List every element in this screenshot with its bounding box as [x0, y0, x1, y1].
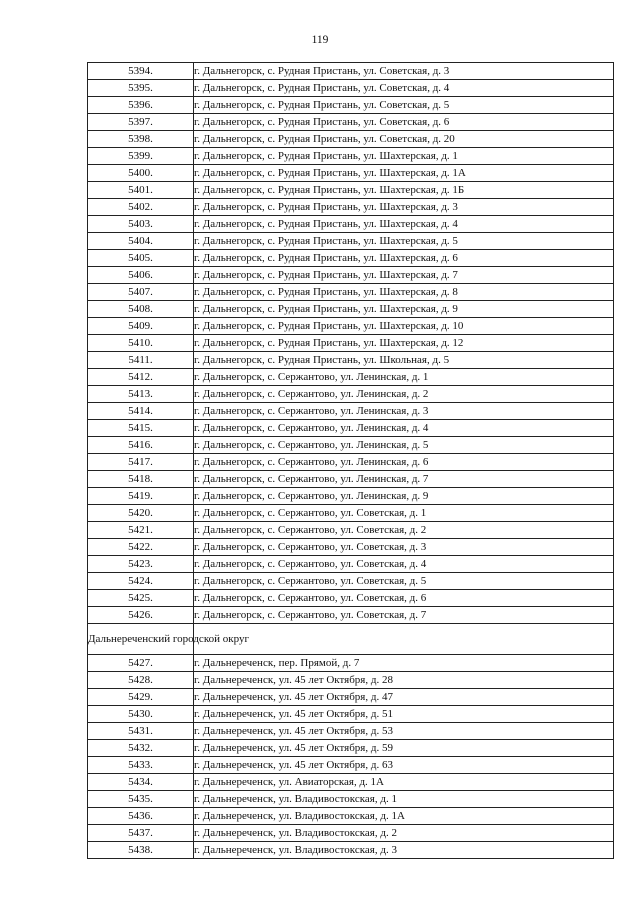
- row-number: 5410.: [88, 335, 194, 352]
- row-number: 5398.: [88, 131, 194, 148]
- table-row: [88, 420, 614, 437]
- row-number: 5433.: [88, 757, 194, 774]
- row-number: 5420.: [88, 505, 194, 522]
- row-number: 5402.: [88, 199, 194, 216]
- table-row: [88, 335, 614, 352]
- row-number: 5399.: [88, 148, 194, 165]
- address-table: [87, 62, 614, 859]
- table-row: [88, 352, 614, 369]
- row-number: 5414.: [88, 403, 194, 420]
- table-row: [88, 471, 614, 488]
- address-cell: г. Дальнереченск, пер. Прямой, д. 7: [194, 655, 614, 672]
- address-cell: г. Дальнереченск, ул. 45 лет Октября, д. 59: [194, 740, 614, 757]
- table-row: [88, 80, 614, 97]
- address-cell: г. Дальнегорск, с. Рудная Пристань, ул. Шахтерская, д. 6: [194, 250, 614, 267]
- table-row: [88, 182, 614, 199]
- address-cell: г. Дальнегорск, с. Сержантово, ул. Ленинская, д. 1: [194, 369, 614, 386]
- address-cell: г. Дальнегорск, с. Сержантово, ул. Советская, д. 2: [194, 522, 614, 539]
- address-cell: г. Дальнегорск, с. Сержантово, ул. Ленинская, д. 3: [194, 403, 614, 420]
- address-cell: г. Дальнегорск, с. Рудная Пристань, ул. Шахтерская, д. 1Б: [194, 182, 614, 199]
- row-number: 5413.: [88, 386, 194, 403]
- address-cell: г. Дальнереченск, ул. 45 лет Октября, д. 28: [194, 672, 614, 689]
- table-row: [88, 539, 614, 556]
- row-number: 5396.: [88, 97, 194, 114]
- address-cell: г. Дальнереченск, ул. 45 лет Октября, д. 47: [194, 689, 614, 706]
- row-number: 5435.: [88, 791, 194, 808]
- row-number: 5415.: [88, 420, 194, 437]
- address-table-body: [88, 63, 614, 859]
- table-row: [88, 267, 614, 284]
- row-number: 5412.: [88, 369, 194, 386]
- address-cell: г. Дальнегорск, с. Рудная Пристань, ул. Шахтерская, д. 1: [194, 148, 614, 165]
- address-cell: г. Дальнегорск, с. Сержантово, ул. Ленинская, д. 5: [194, 437, 614, 454]
- row-number: 5418.: [88, 471, 194, 488]
- address-cell: г. Дальнегорск, с. Рудная Пристань, ул. Шахтерская, д. 10: [194, 318, 614, 335]
- row-number: 5421.: [88, 522, 194, 539]
- address-cell: г. Дальнереченск, ул. Авиаторская, д. 1А: [194, 774, 614, 791]
- table-row: [88, 386, 614, 403]
- table-row: [88, 199, 614, 216]
- address-cell: г. Дальнегорск, с. Рудная Пристань, ул. Советская, д. 5: [194, 97, 614, 114]
- row-number: 5427.: [88, 655, 194, 672]
- table-row: [88, 689, 614, 706]
- table-row: [88, 148, 614, 165]
- table-row: [88, 522, 614, 539]
- row-number: 5416.: [88, 437, 194, 454]
- table-row: [88, 216, 614, 233]
- row-number: 5428.: [88, 672, 194, 689]
- table-row: [88, 672, 614, 689]
- address-cell: г. Дальнегорск, с. Сержантово, ул. Советская, д. 4: [194, 556, 614, 573]
- row-number: 5407.: [88, 284, 194, 301]
- address-cell: г. Дальнегорск, с. Сержантово, ул. Советская, д. 1: [194, 505, 614, 522]
- section-label: Дальнереченский городской округ: [88, 624, 194, 655]
- row-number: 5422.: [88, 539, 194, 556]
- table-row: [88, 165, 614, 182]
- row-number: 5400.: [88, 165, 194, 182]
- address-cell: г. Дальнереченск, ул. Владивостокская, д. 1А: [194, 808, 614, 825]
- address-cell: г. Дальнереченск, ул. 45 лет Октября, д. 51: [194, 706, 614, 723]
- section-empty-cell: [194, 624, 614, 655]
- table-row: [88, 114, 614, 131]
- table-row: [88, 556, 614, 573]
- row-number: 5437.: [88, 825, 194, 842]
- table-row: [88, 590, 614, 607]
- row-number: 5419.: [88, 488, 194, 505]
- table-row: [88, 250, 614, 267]
- address-cell: г. Дальнегорск, с. Рудная Пристань, ул. Шахтерская, д. 12: [194, 335, 614, 352]
- address-cell: г. Дальнегорск, с. Рудная Пристань, ул. Советская, д. 3: [194, 63, 614, 80]
- table-row: [88, 284, 614, 301]
- address-cell: г. Дальнегорск, с. Рудная Пристань, ул. Шахтерская, д. 9: [194, 301, 614, 318]
- address-cell: г. Дальнегорск, с. Сержантово, ул. Ленинская, д. 2: [194, 386, 614, 403]
- row-number: 5408.: [88, 301, 194, 318]
- address-cell: г. Дальнегорск, с. Рудная Пристань, ул. Шахтерская, д. 4: [194, 216, 614, 233]
- address-cell: г. Дальнегорск, с. Рудная Пристань, ул. Советская, д. 20: [194, 131, 614, 148]
- table-row: [88, 573, 614, 590]
- table-row: [88, 740, 614, 757]
- address-cell: г. Дальнегорск, с. Сержантово, ул. Ленинская, д. 9: [194, 488, 614, 505]
- address-cell: г. Дальнегорск, с. Сержантово, ул. Ленинская, д. 7: [194, 471, 614, 488]
- address-cell: г. Дальнереченск, ул. 45 лет Октября, д. 63: [194, 757, 614, 774]
- address-cell: г. Дальнереченск, ул. Владивостокская, д. 1: [194, 791, 614, 808]
- table-row: [88, 825, 614, 842]
- row-number: 5436.: [88, 808, 194, 825]
- address-cell: г. Дальнегорск, с. Сержантово, ул. Ленинская, д. 4: [194, 420, 614, 437]
- address-cell: г. Дальнегорск, с. Рудная Пристань, ул. Советская, д. 4: [194, 80, 614, 97]
- address-cell: г. Дальнегорск, с. Сержантово, ул. Ленинская, д. 6: [194, 454, 614, 471]
- table-row: [88, 607, 614, 624]
- table-row: [88, 63, 614, 80]
- table-row: [88, 505, 614, 522]
- address-cell: г. Дальнегорск, с. Рудная Пристань, ул. Советская, д. 6: [194, 114, 614, 131]
- table-row: [88, 706, 614, 723]
- table-row: [88, 808, 614, 825]
- row-number: 5430.: [88, 706, 194, 723]
- address-cell: г. Дальнегорск, с. Рудная Пристань, ул. Шахтерская, д. 3: [194, 199, 614, 216]
- table-row: [88, 774, 614, 791]
- address-cell: г. Дальнегорск, с. Рудная Пристань, ул. Школьная, д. 5: [194, 352, 614, 369]
- row-number: 5405.: [88, 250, 194, 267]
- address-cell: г. Дальнегорск, с. Рудная Пристань, ул. Шахтерская, д. 5: [194, 233, 614, 250]
- row-number: 5403.: [88, 216, 194, 233]
- address-cell: г. Дальнегорск, с. Сержантово, ул. Советская, д. 3: [194, 539, 614, 556]
- row-number: 5426.: [88, 607, 194, 624]
- row-number: 5404.: [88, 233, 194, 250]
- table-row: [88, 791, 614, 808]
- row-number: 5434.: [88, 774, 194, 791]
- address-cell: г. Дальнегорск, с. Сержантово, ул. Советская, д. 6: [194, 590, 614, 607]
- address-cell: г. Дальнегорск, с. Рудная Пристань, ул. Шахтерская, д. 1А: [194, 165, 614, 182]
- table-row: [88, 233, 614, 250]
- table-row: [88, 369, 614, 386]
- table-row: [88, 318, 614, 335]
- row-number: 5431.: [88, 723, 194, 740]
- row-number: 5394.: [88, 63, 194, 80]
- page-number: 119: [311, 34, 329, 46]
- table-row: [88, 301, 614, 318]
- address-cell: г. Дальнереченск, ул. Владивостокская, д. 3: [194, 842, 614, 859]
- row-number: 5425.: [88, 590, 194, 607]
- row-number: 5438.: [88, 842, 194, 859]
- row-number: 5423.: [88, 556, 194, 573]
- address-cell: г. Дальнегорск, с. Рудная Пристань, ул. Шахтерская, д. 7: [194, 267, 614, 284]
- row-number: 5406.: [88, 267, 194, 284]
- row-number: 5411.: [88, 352, 194, 369]
- row-number: 5429.: [88, 689, 194, 706]
- table-row: [88, 655, 614, 672]
- row-number: 5432.: [88, 740, 194, 757]
- table-row: [88, 403, 614, 420]
- table-row: [88, 757, 614, 774]
- row-number: 5397.: [88, 114, 194, 131]
- address-cell: г. Дальнегорск, с. Сержантово, ул. Советская, д. 5: [194, 573, 614, 590]
- address-cell: г. Дальнереченск, ул. 45 лет Октября, д. 53: [194, 723, 614, 740]
- row-number: 5401.: [88, 182, 194, 199]
- table-row: [88, 131, 614, 148]
- row-number: 5424.: [88, 573, 194, 590]
- address-cell: г. Дальнереченск, ул. Владивостокская, д. 2: [194, 825, 614, 842]
- address-cell: г. Дальнегорск, с. Сержантово, ул. Советская, д. 7: [194, 607, 614, 624]
- table-row: [88, 723, 614, 740]
- row-number: 5417.: [88, 454, 194, 471]
- table-row: [88, 842, 614, 859]
- row-number: 5395.: [88, 80, 194, 97]
- address-cell: г. Дальнегорск, с. Рудная Пристань, ул. Шахтерская, д. 8: [194, 284, 614, 301]
- table-row: [88, 488, 614, 505]
- table-row: [88, 437, 614, 454]
- section-header-row: [88, 624, 614, 655]
- table-row: [88, 97, 614, 114]
- row-number: 5409.: [88, 318, 194, 335]
- table-row: [88, 454, 614, 471]
